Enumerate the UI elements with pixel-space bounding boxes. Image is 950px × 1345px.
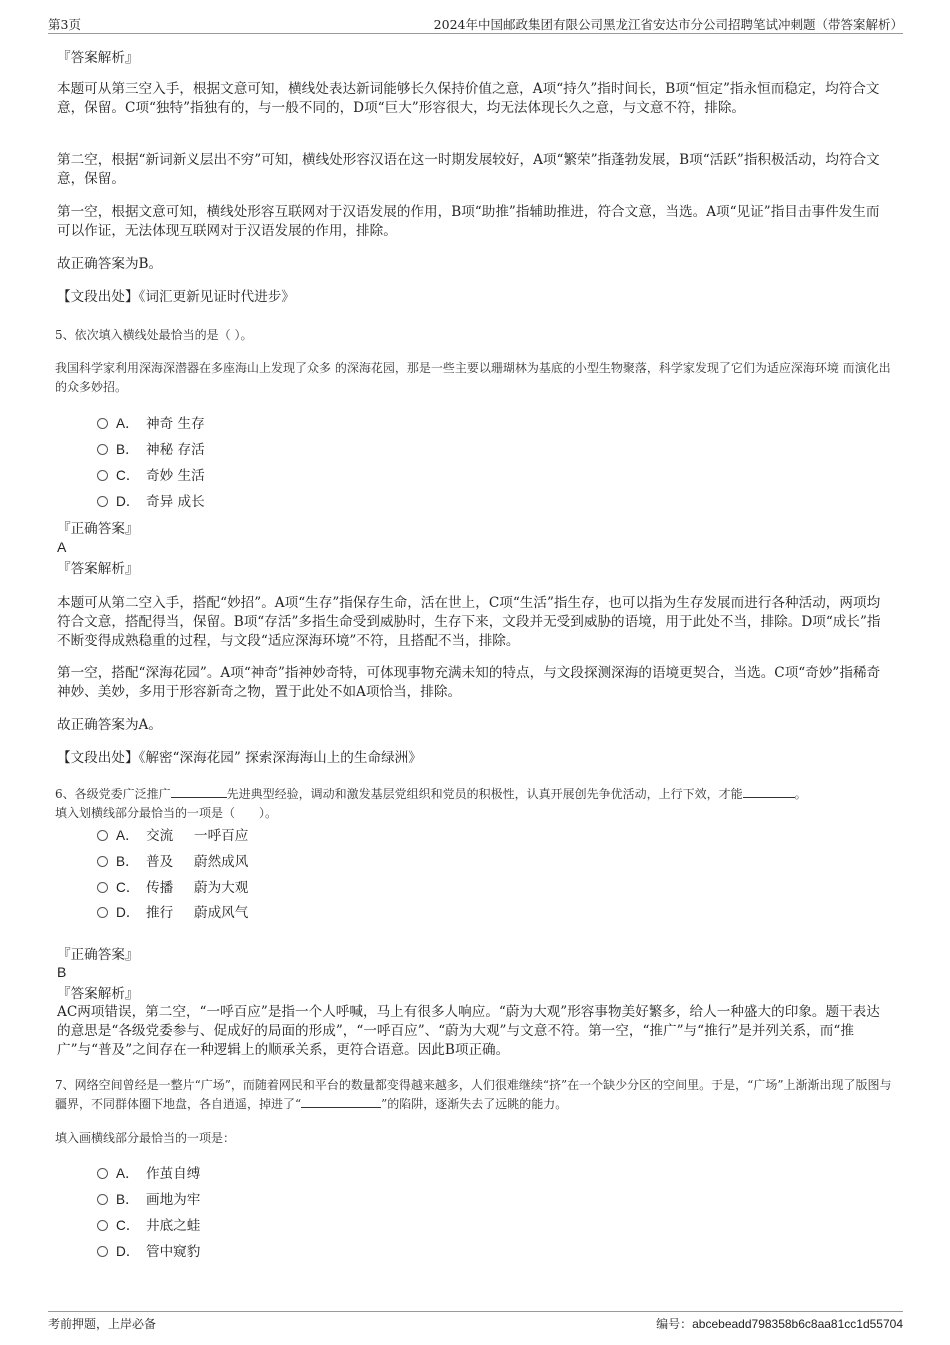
question-passage: 我国科学家利用深海深潜器在多座海山上发现了众多 的深海花园，那是一些主要以珊瑚林为基底的小型生物聚落，科学家发现了它们为适应深海环境 而演化出的众多妙招。 — [55, 361, 891, 394]
radio-icon[interactable] — [97, 830, 108, 841]
option-word-2: 蔚为大观 — [194, 880, 249, 896]
option-b[interactable] — [97, 852, 248, 872]
option-text: 神秘 存活 — [146, 442, 205, 458]
correct-answer: A — [57, 539, 67, 555]
stem-part: 7、网络空间曾经是一整片“广场”，而随着网民和平台的数量都变得越来越多，人们很难继续“挤”在一个缺少分区的空间里。于是，“广场”上渐渐出现了版图与疆界，不同群体圈下地盘，各自逍遥，掉进了“ — [55, 1078, 892, 1111]
correct-answer-label: 『正确答案』 — [57, 521, 139, 537]
blank-line — [743, 785, 795, 798]
source: 【文段出处】《词汇更新见证时代进步》 — [57, 289, 295, 305]
document-title: 2024年中国邮政集团有限公司黑龙江省安达市分公司招聘笔试冲刺题（带答案解析） — [433, 17, 903, 32]
stem-part: 先进典型经验，调动和激发基层党组织和党员的积极性，认真开展创先争优活动，上行下效，才能 — [226, 787, 743, 801]
analysis-paragraph: 第一空，搭配“深海花园”。A项“神奇”指神妙奇特，可体现事物充满未知的特点，与文段探测深海的语境更契合，当选。C项“奇妙”指稀奇神妙、美妙，多用于形容新奇之物，置于此处不如A项恰当，排除。 — [57, 665, 881, 700]
option-letter: B． — [116, 854, 139, 869]
question-stem — [55, 785, 895, 823]
option-d[interactable] — [97, 492, 205, 512]
option-letter: A． — [116, 1166, 139, 1181]
question-instruction: 填入画横线部分最恰当的一项是： — [55, 1131, 236, 1145]
option-text: 作茧自缚 — [146, 1166, 201, 1182]
analysis-paragraph: AC两项错误，第二空，“一呼百应”是指一个人呼喊，马上有很多人响应。“蔚为大观”形容事物美好繁多，给人一种盛大的印象。题干表达的意思是“各级党委参与、促成好的局面的形成”，“一呼百应”、“蔚为大观”与文意不符。第一空，“推广”与“推行”是并列关系，而“推广”与“普及”之间存在一种逻辑上的顺承关系，更符合语意。因此B项正确。 — [57, 1004, 880, 1058]
option-c[interactable] — [97, 878, 248, 898]
radio-icon[interactable] — [97, 1220, 108, 1231]
option-c[interactable] — [97, 466, 205, 486]
question-stem: 5、依次填入横线处最恰当的是（ ）。 — [55, 328, 253, 342]
option-text: 管中窥豹 — [146, 1244, 201, 1260]
analysis-label: 『答案解析』 — [57, 561, 139, 577]
radio-icon[interactable] — [97, 444, 108, 455]
option-d[interactable] — [97, 1242, 200, 1262]
radio-icon[interactable] — [97, 856, 108, 867]
option-word-1: 传播 — [146, 880, 174, 896]
conclusion: 故正确答案为B。 — [57, 256, 163, 272]
option-b[interactable] — [97, 440, 205, 460]
radio-icon[interactable] — [97, 1246, 108, 1257]
radio-icon[interactable] — [97, 496, 108, 507]
option-word-2: 蔚成风气 — [194, 905, 249, 921]
option-word-1: 推行 — [146, 905, 174, 921]
radio-icon[interactable] — [97, 1194, 108, 1205]
stem-part: ”的陷阱，逐渐失去了远眺的能力。 — [381, 1097, 568, 1111]
stem-part: 。 — [794, 787, 807, 801]
option-word-1: 交流 — [146, 828, 174, 844]
option-text: 井底之蛙 — [146, 1218, 201, 1234]
option-letter: D． — [116, 494, 140, 509]
correct-answer: B — [57, 964, 67, 980]
page-number: 第3页 — [48, 17, 81, 32]
option-text: 神奇 生存 — [146, 416, 205, 432]
option-letter: D． — [116, 1244, 140, 1259]
option-letter: D． — [116, 905, 140, 920]
conclusion: 故正确答案为A。 — [57, 717, 162, 733]
option-letter: B． — [116, 1192, 139, 1207]
option-b[interactable] — [97, 1190, 200, 1210]
option-a[interactable] — [97, 414, 205, 434]
option-c[interactable] — [97, 1216, 200, 1236]
option-word-1: 普及 — [146, 854, 174, 870]
page-header — [48, 13, 903, 34]
radio-icon[interactable] — [97, 882, 108, 893]
source: 【文段出处】《解密“深海花园” 探索深海海山上的生命绿洲》 — [57, 750, 422, 766]
question-stem — [55, 1076, 895, 1114]
analysis-label: 『答案解析』 — [57, 50, 139, 66]
option-letter: A． — [116, 416, 139, 431]
option-text: 奇妙 生活 — [146, 468, 205, 484]
correct-answer-label: 『正确答案』 — [57, 947, 139, 963]
analysis-paragraph: 第一空，根据文意可知，横线处形容互联网对于汉语发展的作用，B项“助推”指辅助推进，符合文意，当选。A项“见证”指目击事件发生而可以作证，无法体现互联网对于汉语发展的作用，排除。 — [57, 204, 880, 239]
analysis-paragraph: 本题可从第三空入手，根据文意可知，横线处表达新词能够长久保持价值之意，A项“持久”指时间长，B项“恒定”指永恒而稳定，均符合文意，保留。C项“独特”指独有的，与一般不同的，D项“巨大”形容很大，均无法体现长久之意，与文意不符，排除。 — [57, 81, 880, 116]
radio-icon[interactable] — [97, 470, 108, 481]
code-value: abcebeadd798358b6c8aa81cc1d55704 — [692, 1317, 903, 1331]
option-word-2: 蔚然成风 — [194, 854, 249, 870]
analysis-label: 『答案解析』 — [57, 986, 139, 1002]
stem-part: 6、各级党委广泛推广 — [55, 787, 171, 801]
radio-icon[interactable] — [97, 907, 108, 918]
radio-icon[interactable] — [97, 418, 108, 429]
option-a[interactable] — [97, 826, 248, 846]
analysis-paragraph: 第二空，根据“新词新义层出不穷”可知，横线处形容汉语在这一时期发展较好，A项“繁荣”指蓬勃发展，B项“活跃”指积极活动，均符合文意，保留。 — [57, 152, 880, 187]
option-letter: C． — [116, 468, 140, 483]
option-letter: C． — [116, 1218, 140, 1233]
blank-line — [301, 1095, 381, 1108]
analysis-paragraph: 本题可从第二空入手，搭配“妙招”。A项“生存”指保存生命，活在世上，C项“生活”指生存，也可以指为生存发展而进行各种活动，两项均符合文意，搭配得当，保留。B项“存活”多指生命受到威胁时，生存下来，文段并无受到威胁的语境，用于此处不当，排除。D项“成长”指不断变得成熟稳重的过程，与文段“适应深海环境”不符，且搭配不当，排除。 — [57, 595, 881, 649]
option-letter: B． — [116, 442, 139, 457]
option-text: 奇异 成长 — [146, 494, 205, 510]
stem-instruction: 填入划横线部分最恰当的一项是（ ）。 — [55, 806, 278, 820]
option-d[interactable] — [97, 903, 248, 923]
blank-line — [171, 785, 227, 798]
option-letter: C． — [116, 880, 140, 895]
code-label: 编号： — [656, 1317, 693, 1331]
option-letter: A． — [116, 828, 139, 843]
document-code — [656, 1315, 903, 1332]
option-word-2: 一呼百应 — [194, 828, 249, 844]
option-a[interactable] — [97, 1164, 200, 1184]
page-footer — [48, 1311, 903, 1335]
footer-slogan: 考前押题，上岸必备 — [48, 1317, 157, 1331]
radio-icon[interactable] — [97, 1168, 108, 1179]
option-text: 画地为牢 — [146, 1192, 201, 1208]
